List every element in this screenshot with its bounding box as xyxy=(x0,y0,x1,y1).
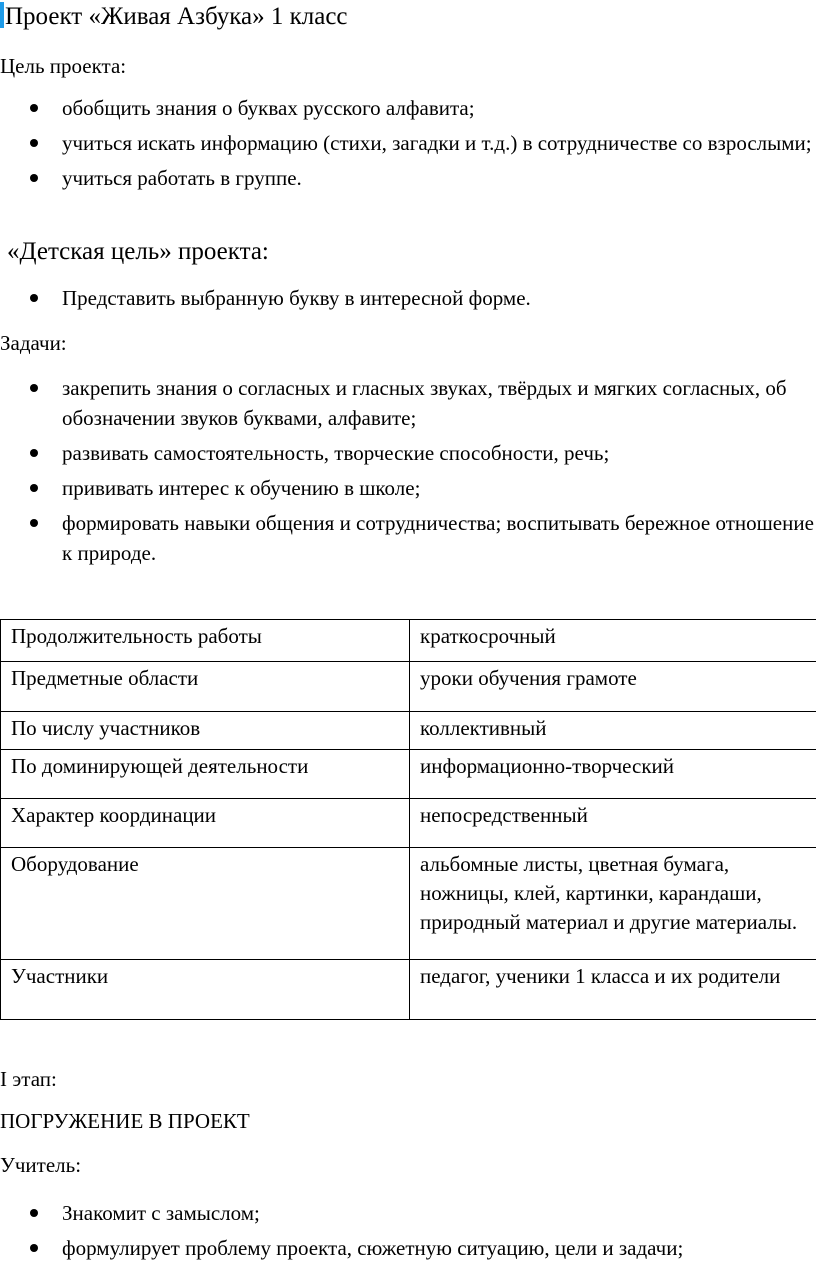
list-item: закрепить знания о согласных и гласных звуках, твёрдых и мягких согласных, об обозначении звуков буквами, алфавите; xyxy=(0,373,816,433)
table-row xyxy=(1,799,816,848)
bullet-icon xyxy=(30,139,38,147)
table-cell-key: Оборудование xyxy=(1,848,410,960)
bullet-icon xyxy=(30,104,38,112)
list-item: Представить выбранную букву в интересной форме. xyxy=(0,283,816,313)
list-item: учиться работать в группе. xyxy=(0,163,816,193)
text-cursor xyxy=(0,2,4,28)
table-cell-key: Продолжительность работы xyxy=(1,620,410,662)
goal-list xyxy=(0,93,816,198)
table-cell-key: По числу участников xyxy=(1,712,410,750)
table-cell-value: уроки обучения грамоте xyxy=(410,662,816,712)
table-cell-value: коллективный xyxy=(410,712,816,750)
child-goal-list xyxy=(0,283,816,318)
table-row xyxy=(1,620,816,662)
bullet-icon xyxy=(30,1209,38,1217)
table-cell-value: краткосрочный xyxy=(410,620,816,662)
goal-label: Цель проекта: xyxy=(0,54,127,78)
project-info-table xyxy=(0,619,816,1020)
bullet-icon xyxy=(30,519,38,527)
table-cell-key: Предметные области xyxy=(1,662,410,712)
table-row xyxy=(1,712,816,750)
table-row xyxy=(1,750,816,799)
title-text: Проект «Живая Азбука» 1 класс xyxy=(5,3,348,30)
stage-label: I этап: xyxy=(0,1067,57,1091)
table-cell-key: По доминирующей деятельности xyxy=(1,750,410,799)
bullet-icon xyxy=(30,1244,38,1252)
list-item: прививать интерес к обучению в школе; xyxy=(0,473,816,503)
list-item: развивать самостоятельность, творческие способности, речь; xyxy=(0,438,816,468)
bullet-icon xyxy=(30,449,38,457)
table-row xyxy=(1,960,816,1020)
list-item: Знакомит с замыслом; xyxy=(0,1198,816,1228)
list-item: формулирует проблему проекта, сюжетную ситуацию, цели и задачи; xyxy=(0,1233,816,1263)
table-cell-key: Характер координации xyxy=(1,799,410,848)
list-item: формировать навыки общения и сотрудничества; воспитывать бережное отношение к природе. xyxy=(0,508,816,568)
bullet-icon xyxy=(30,384,38,392)
list-item: обобщить знания о буквах русского алфавита; xyxy=(0,93,816,123)
teacher-label: Учитель: xyxy=(0,1153,82,1177)
table-row xyxy=(1,848,816,960)
table-cell-value: непосредственный xyxy=(410,799,816,848)
list-item: учиться искать информацию (стихи, загадки и т.д.) в сотрудничестве со взрослыми; xyxy=(0,128,816,158)
table-cell-value: альбомные листы, цветная бумага, ножницы, клей, картинки, карандаши, природный материал и другие материалы. xyxy=(410,848,816,960)
bullet-icon xyxy=(30,174,38,182)
bullet-icon xyxy=(30,484,38,492)
teacher-list xyxy=(0,1198,816,1268)
child-goal-label: «Детская цель» проекта: xyxy=(7,238,269,265)
table-cell-key: Участники xyxy=(1,960,410,1020)
bullet-icon xyxy=(30,294,38,302)
table-cell-value: информационно-творческий xyxy=(410,750,816,799)
document-title xyxy=(0,2,348,32)
tasks-label: Задачи: xyxy=(0,331,67,355)
table-row xyxy=(1,662,816,712)
tasks-list xyxy=(0,373,816,573)
stage-name: ПОГРУЖЕНИЕ В ПРОЕКТ xyxy=(0,1109,250,1133)
table-cell-value: педагог, ученики 1 класса и их родители xyxy=(410,960,816,1020)
